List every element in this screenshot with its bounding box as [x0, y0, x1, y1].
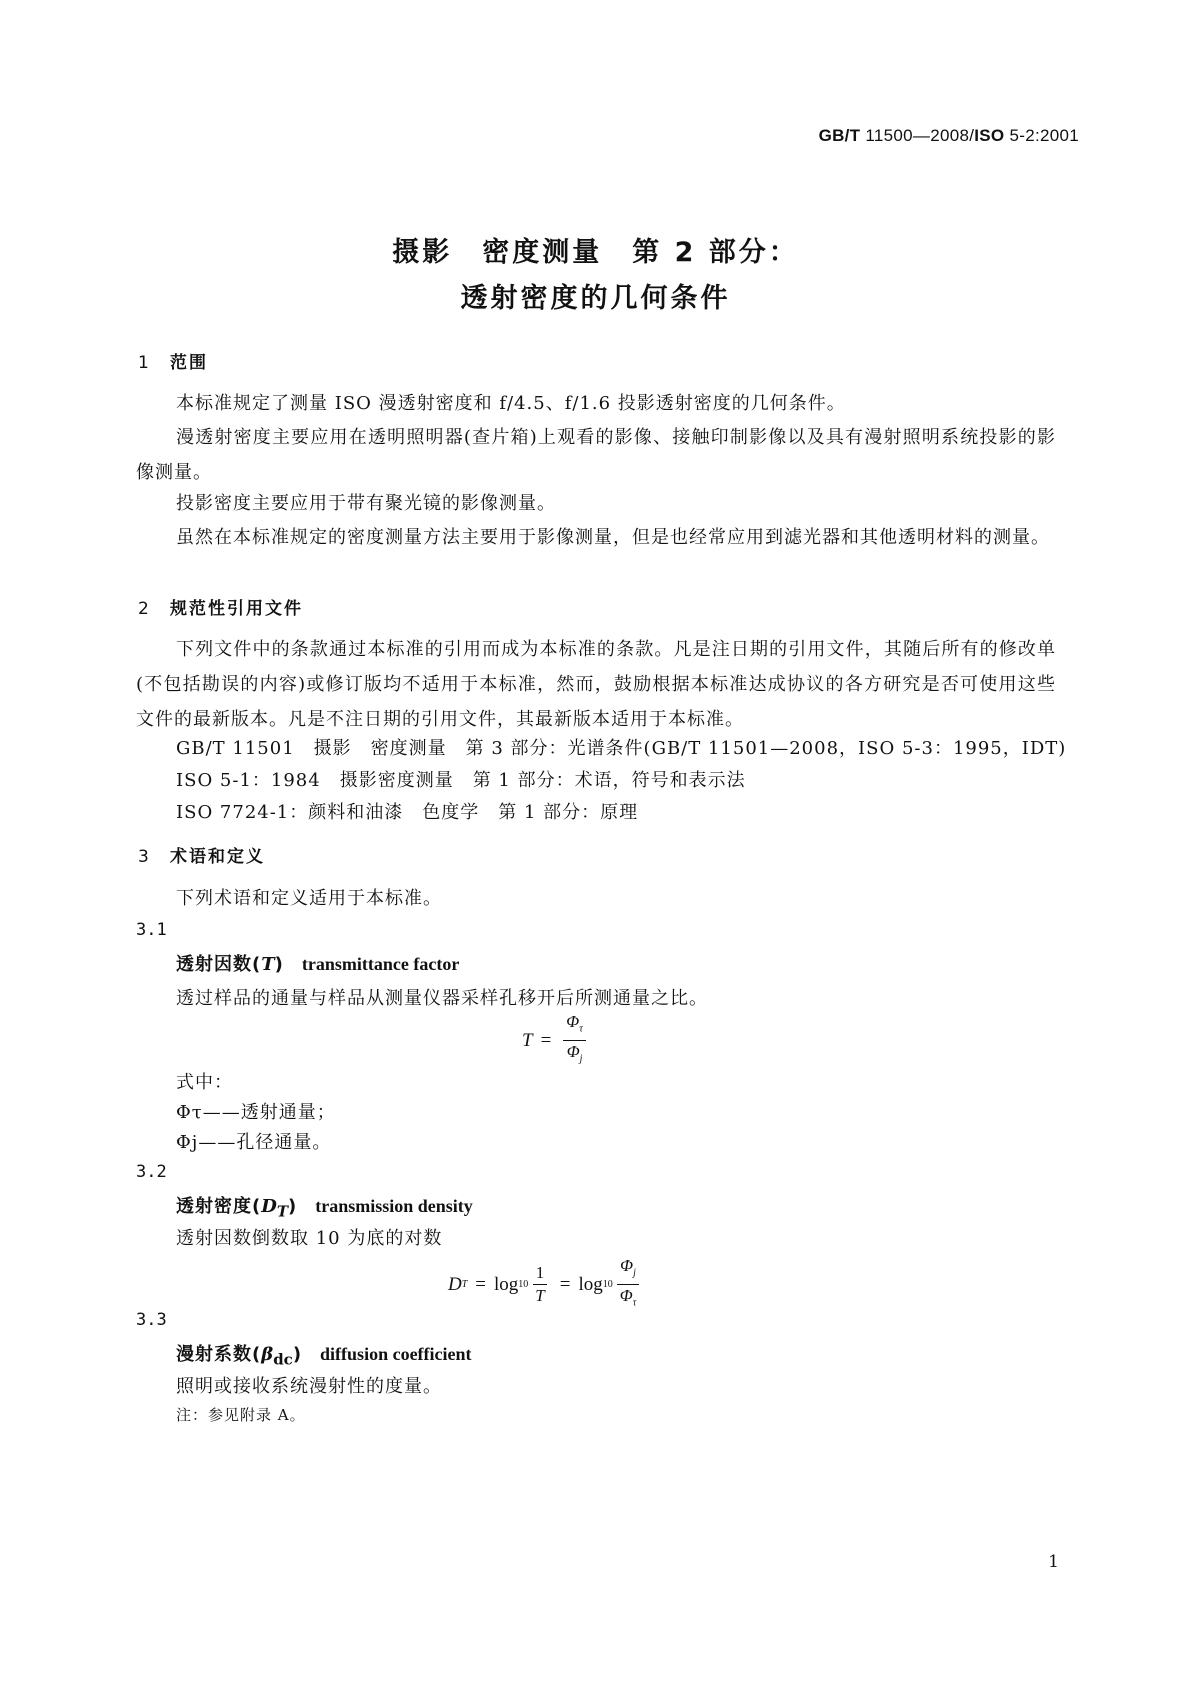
formula-2-log-2-base: 10 [602, 1279, 613, 1291]
term-3-3-close: ) [292, 1344, 303, 1365]
formula-2-lhs: D [448, 1273, 462, 1295]
section-2-number: 2 [138, 599, 151, 619]
formula-2-fraction-1-T: T [535, 1286, 545, 1306]
term-3-3-heading [176, 1340, 472, 1369]
term-3-1-definition: 透过样品的通量与样品从测量仪器采样孔移开后所测通量之比。 [176, 988, 708, 1009]
section-2-paragraph-1: 下列文件中的条款通过本标准的引用而成为本标准的条款。凡是注日期的引用文件，其随后所有的修改单(不包括勘误的内容)或修订版均不适用于本标准，然而，鼓励根据本标准达成协议的各方研究是否可使用这些文件的最新版本。凡是不注日期的引用文件，其最新版本适用于本标准。 [136, 639, 1056, 730]
standard-code-number: 11500—2008/ [860, 126, 975, 145]
where-label: 式中： [176, 1072, 233, 1093]
formula-2-fraction-1 [532, 1263, 547, 1306]
section-2-title: 规范性引用文件 [170, 599, 303, 619]
page-title-line-2: 透射密度的几何条件 [460, 283, 731, 314]
term-3-1-zh: 透射因数( [176, 954, 262, 975]
term-3-2-symbol-sub: T [276, 1202, 289, 1221]
term-3-3-en: diffusion coefficient [320, 1344, 472, 1364]
formula-2-num-sub: j [633, 1267, 636, 1279]
formula-1-fraction [563, 1012, 586, 1070]
term-3-2-en: transmission density [315, 1196, 473, 1216]
section-1-number: 1 [138, 353, 151, 373]
formula-2-fraction-2 [617, 1256, 640, 1314]
formula-2-log-2: log [578, 1273, 603, 1295]
term-3-1-number: 3.1 [136, 920, 167, 940]
term-3-2-symbol: D [261, 1196, 277, 1217]
formula-2-lhs-sub: T [461, 1279, 468, 1291]
page-number: 1 [1048, 1552, 1059, 1572]
formula-1-lhs: T [522, 1029, 533, 1051]
standard-code [819, 126, 1079, 146]
section-1-paragraph-1: 本标准规定了测量 ISO 漫透射密度和 f/4.5、f/1.6 投影透射密度的几何条件。 [176, 393, 846, 414]
term-3-2-heading [176, 1192, 473, 1221]
formula-2-num-phi: Φ [620, 1256, 634, 1275]
formula-2-log-1-base: 10 [518, 1279, 529, 1291]
section-1-title: 范围 [170, 353, 208, 373]
section-3-intro: 下列术语和定义适用于本标准。 [176, 888, 442, 909]
formula-1-num-sub: τ [579, 1023, 583, 1035]
formula-transmission-density [448, 1256, 643, 1314]
formula-2-den-sub: τ [632, 1297, 637, 1309]
section-3-number: 3 [138, 847, 151, 867]
formula-1-denominator [564, 1041, 586, 1069]
formula-1-equals: = [540, 1029, 552, 1051]
section-1-paragraph-3: 投影密度主要应用于带有聚光镜的影像测量。 [176, 493, 556, 514]
formula-2-fraction-2-denominator [617, 1285, 640, 1313]
term-3-1-symbol: T [261, 954, 275, 975]
section-2-heading [138, 594, 303, 619]
reference-2: ISO 5-1：1984 摄影密度测量 第 1 部分：术语，符号和表示法 [176, 770, 746, 791]
formula-2-log-1: log [494, 1273, 519, 1295]
term-3-3-symbol: β [261, 1344, 274, 1365]
formula-2-equals-2: = [559, 1273, 571, 1295]
where-item-1: Φτ——透射通量； [176, 1102, 336, 1123]
standard-code-iso-number: 5-2:2001 [1004, 126, 1079, 145]
term-3-2-number: 3.2 [136, 1162, 167, 1182]
term-3-2-close: ) [288, 1196, 298, 1217]
term-3-1-heading [176, 950, 459, 976]
term-3-3-zh: 漫射系数( [176, 1344, 262, 1365]
term-3-3-note: 注：参见附录 A。 [176, 1406, 306, 1424]
term-3-1-en: transmittance factor [301, 954, 460, 974]
section-3-heading [138, 842, 265, 867]
term-3-2-zh: 透射密度( [176, 1196, 262, 1217]
section-1-paragraph-2: 漫透射密度主要应用在透明照明器(查片箱)上观看的影像、接触印制影像以及具有漫射照明系统投影的影像测量。 [136, 427, 1056, 483]
formula-1-num-phi: Φ [566, 1012, 580, 1031]
formula-1-den-phi: Φ [566, 1042, 580, 1062]
term-3-3-definition: 照明或接收系统漫射性的度量。 [176, 1376, 442, 1397]
reference-3: ISO 7724-1：颜料和油漆 色度学 第 1 部分：原理 [176, 802, 639, 823]
formula-2-fraction-1-denominator [532, 1285, 547, 1306]
page-title-line-1: 摄影 密度测量 第 2 部分： [392, 237, 799, 268]
section-1-heading [138, 348, 208, 373]
standard-code-gb: GB/T [818, 126, 861, 145]
section-1-paragraph-4: 虽然在本标准规定的密度测量方法主要用于影像测量，但是也经常应用到滤光器和其他透明材料的测量。 [176, 527, 1050, 548]
formula-1-numerator [563, 1012, 586, 1041]
formula-1-den-sub: j [579, 1053, 583, 1065]
term-3-1-close: ) [274, 954, 284, 975]
formula-2-fraction-1-numerator: 1 [533, 1263, 548, 1285]
term-3-2-definition: 透射因数倒数取 10 为底的对数 [176, 1228, 443, 1249]
where-item-2: Φj——孔径通量。 [176, 1132, 332, 1153]
reference-1: GB/T 11501 摄影 密度测量 第 3 部分：光谱条件(GB/T 11501—2008，ISO 5-3：1995，IDT) [176, 738, 1067, 759]
formula-transmittance [522, 1012, 590, 1070]
standard-code-iso: ISO [974, 126, 1005, 145]
section-3-title: 术语和定义 [170, 847, 265, 867]
formula-2-den-phi: Φ [619, 1286, 633, 1306]
formula-2-fraction-2-numerator [617, 1256, 639, 1285]
term-3-3-symbol-sub: dc [273, 1350, 293, 1369]
formula-2-equals-1: = [475, 1273, 487, 1295]
term-3-3-number: 3.3 [136, 1310, 167, 1330]
